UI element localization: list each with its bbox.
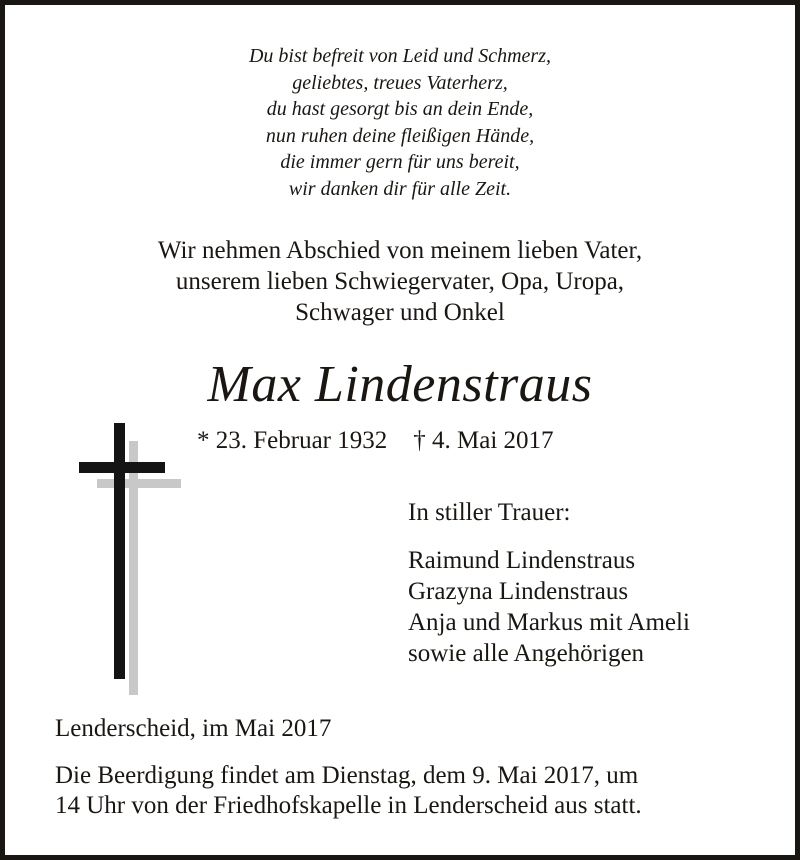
mourner-name: Raimund Lindenstraus: [408, 547, 636, 574]
funeral-line: 14 Uhr von der Friedhofskapelle in Lenderscheid aus statt.: [55, 792, 642, 819]
cross-horizontal: [79, 462, 165, 473]
mourner-name: Anja und Markus mit Ameli: [408, 609, 690, 636]
cross-with-shadow-icon: [73, 417, 183, 702]
poem-line: Du bist befreit von Leid und Schmerz,: [248, 45, 551, 67]
farewell-line: Wir nehmen Abschied von meinem lieben Vater,: [157, 237, 643, 264]
life-dates: [197, 425, 554, 457]
mourner-name: sowie alle Angehörigen: [408, 640, 645, 667]
death-date: † 4. Mai 2017: [413, 427, 554, 454]
mourners-block: [408, 497, 690, 669]
deceased-name: Max Lindenstraus: [207, 356, 593, 413]
farewell-text: [5, 235, 795, 328]
cross-vertical: [114, 423, 125, 679]
poem-line: du hast gesorgt bis an dein Ende,: [266, 98, 534, 120]
poem-line: geliebtes, treues Vaterherz,: [292, 71, 508, 94]
poem-line: die immer gern für uns bereit,: [280, 151, 520, 173]
farewell-line: Schwager und Onkel: [295, 299, 505, 326]
poem-line: wir danken dir für alle Zeit.: [288, 177, 512, 200]
poem: [5, 43, 795, 202]
cross-shadow-horizontal: [97, 479, 181, 488]
farewell-line: unserem lieben Schwiegervater, Opa, Uropa,: [175, 268, 625, 295]
poem-line: nun ruhen deine fleißigen Hände,: [265, 124, 535, 147]
funeral-info: [55, 761, 642, 821]
mourning-label: In stiller Trauer:: [408, 499, 571, 526]
funeral-line: Die Beerdigung findet am Dienstag, dem 9. Mai 2017, um: [55, 762, 639, 789]
mourner-name: Grazyna Lindenstraus: [408, 578, 629, 605]
birth-date: * 23. Februar 1932: [197, 427, 388, 454]
place-date: Lenderscheid, im Mai 2017: [55, 715, 332, 742]
